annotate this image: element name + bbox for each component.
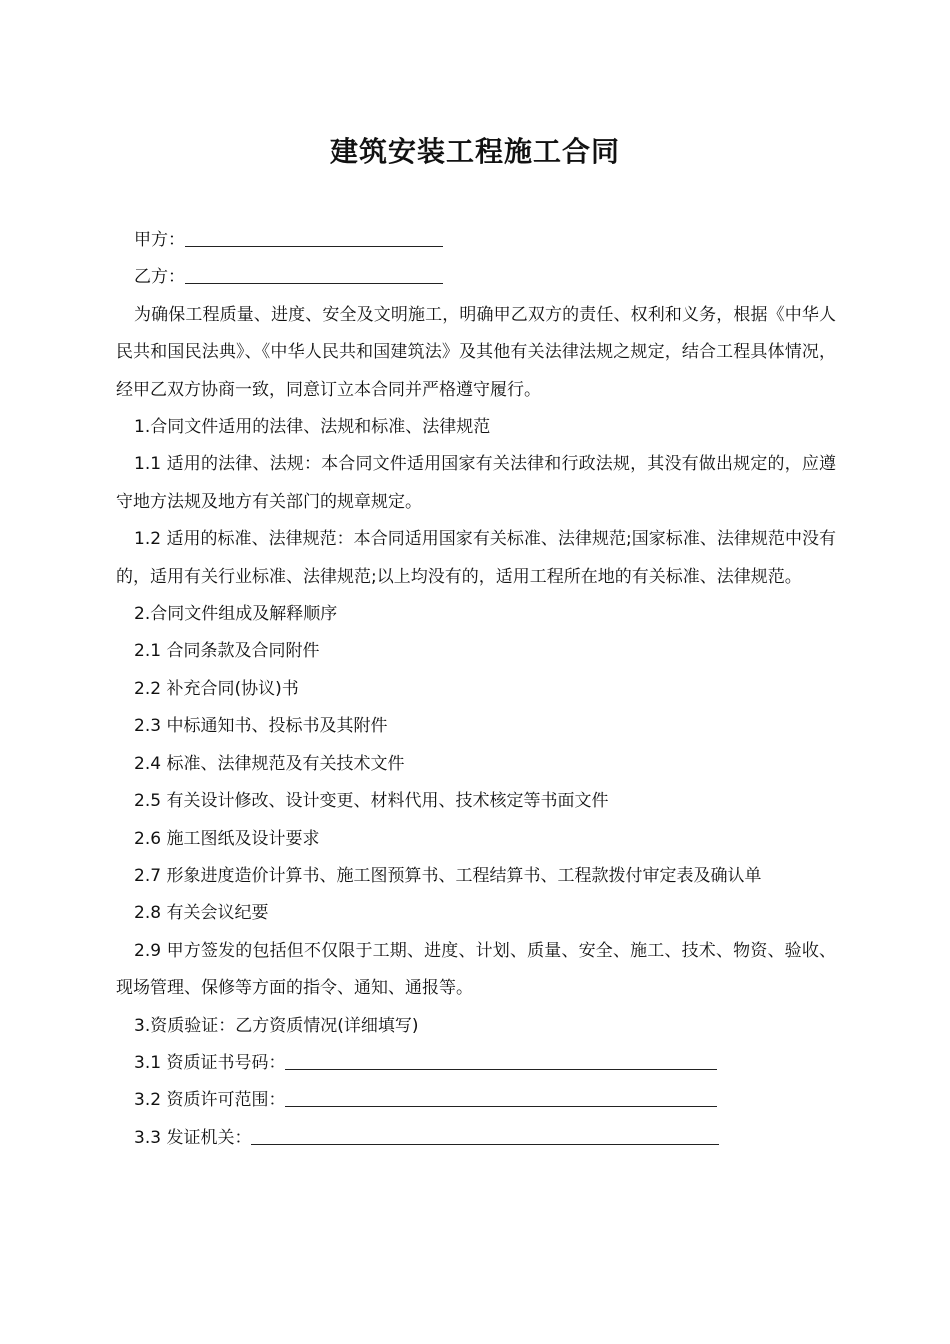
cert-number-label: 3.1 资质证书号码：: [134, 1052, 286, 1073]
party-a-label: 甲方：: [134, 230, 185, 250]
party-b-line: [116, 259, 836, 296]
clause-2-7: 2.7 形象进度造价计算书、施工图预算书、工程结算书、工程款拨付审定表及确认单: [134, 865, 762, 886]
clause-2-9: 2.9 甲方签发的包括但不仅限于工期、进度、计划、质量、安全、施工、技术、物资、验收、现场管理、保修等方面的指令、通知、通报等。: [116, 940, 836, 999]
section-3-heading: 3.资质验证：乙方资质情况(详细填写): [134, 1015, 419, 1036]
clause-2-1: 2.1 合同条款及合同附件: [134, 641, 320, 662]
clause-2-6: 2.6 施工图纸及设计要求: [134, 828, 320, 849]
issuing-authority-label: 3.3 发证机关：: [134, 1127, 252, 1148]
clause-2-4: 2.4 标准、法律规范及有关技术文件: [134, 753, 405, 774]
party-b-label: 乙方：: [134, 267, 185, 288]
party-b-blank[interactable]: [185, 265, 443, 284]
clause-1-1: 1.1 适用的法律、法规：本合同文件适用国家有关法律和行政法规，其没有做出规定的，应遵守地方法规及地方有关部门的规章规定。: [116, 454, 836, 512]
section-2-heading: 2.合同文件组成及解释顺序: [134, 604, 338, 625]
party-a-line: [116, 222, 836, 259]
document-title: 建筑安装工程施工合同: [329, 135, 620, 168]
clause-2-2: 2.2 补充合同(协议)书: [134, 678, 299, 699]
section-1-heading: 1.合同文件适用的法律、法规和标准、法律规范: [134, 417, 491, 438]
cert-number-blank[interactable]: [285, 1051, 717, 1070]
license-scope-blank[interactable]: [285, 1088, 717, 1107]
intro-paragraph: 为确保工程质量、进度、安全及文明施工，明确甲乙双方的责任、权利和义务，根据《中华人民共和国民法典》、《中华人民共和国建筑法》及其他有关法律法规之规定，结合工程具体情况，经甲乙双方协商一致，同意订立本合同并严格遵守履行。: [116, 304, 836, 400]
license-scope-label: 3.2 资质许可范围：: [134, 1090, 286, 1111]
clause-1-2: 1.2 适用的标准、法律规范：本合同适用国家有关标准、法律规范;国家标准、法律规范中没有的，适用有关行业标准、法律规范;以上均没有的，适用工程所在地的有关标准、法律规范。: [116, 529, 836, 587]
contract-body: [116, 222, 836, 1157]
party-a-blank[interactable]: [185, 228, 443, 247]
clause-3-1: [116, 1045, 836, 1082]
issuing-authority-blank[interactable]: [251, 1126, 719, 1145]
clause-2-3: 2.3 中标通知书、投标书及其附件: [134, 716, 388, 737]
clause-3-3: [116, 1120, 836, 1157]
clause-3-2: [116, 1082, 836, 1119]
clause-2-8: 2.8 有关会议纪要: [134, 903, 269, 924]
clause-2-5: 2.5 有关设计修改、设计变更、材料代用、技术核定等书面文件: [134, 791, 609, 812]
